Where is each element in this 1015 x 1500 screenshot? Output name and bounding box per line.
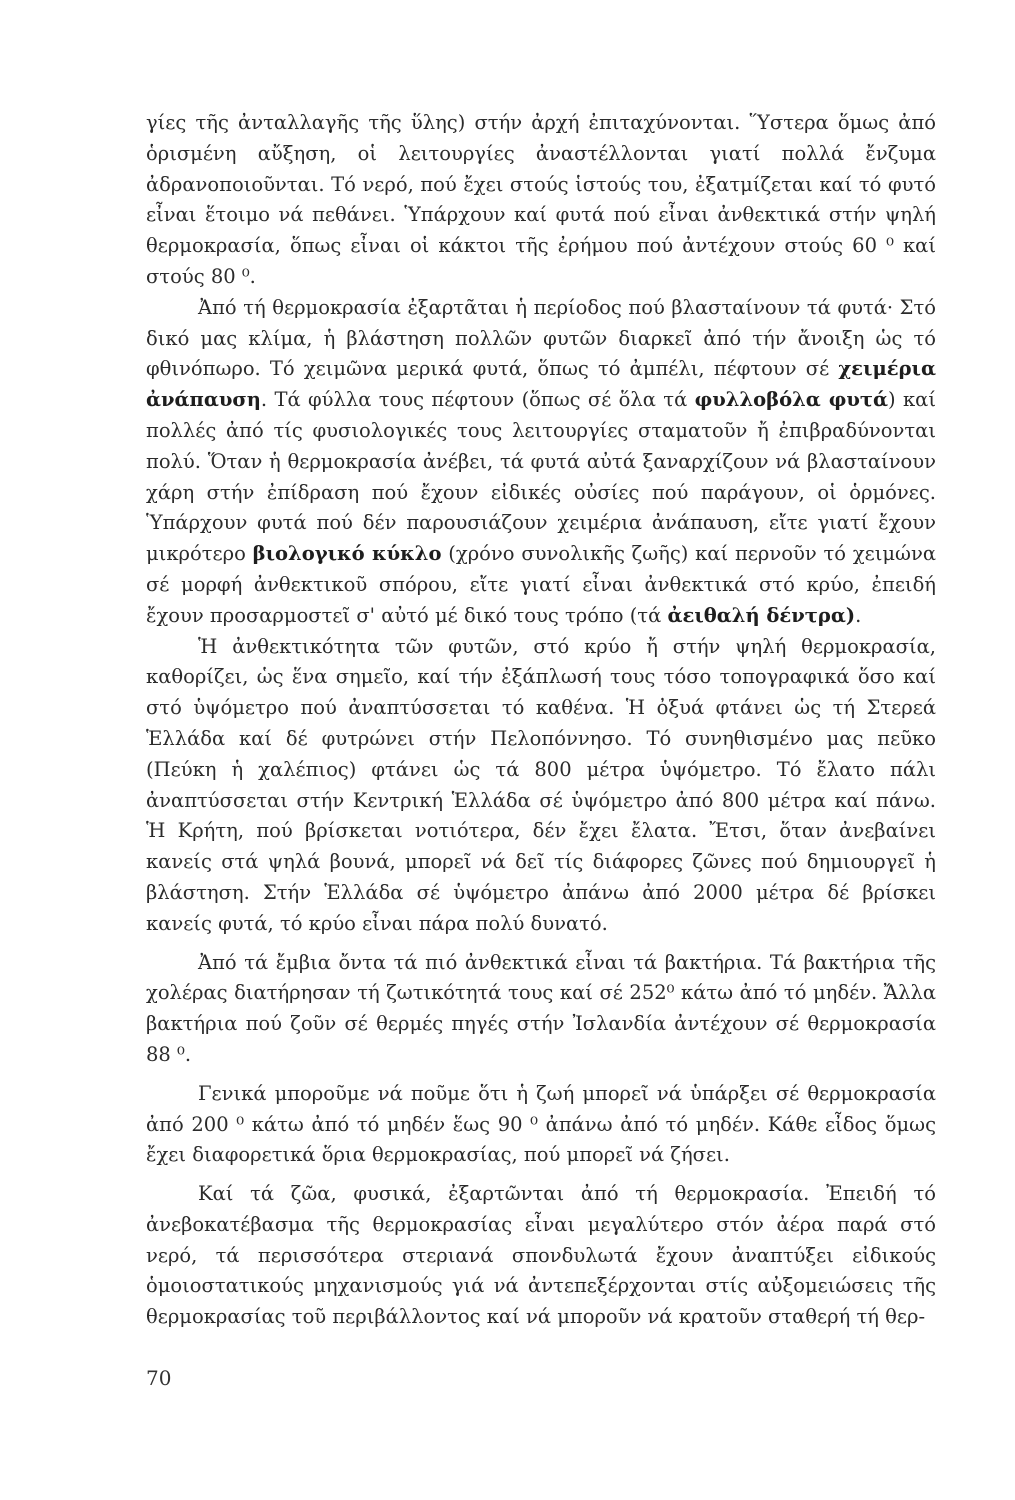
paragraph-plant-distribution xyxy=(146,632,936,940)
term-evergreen-trees: ἀειθαλή δέντρα) xyxy=(667,603,856,627)
term-deciduous-plants: φυλλοβόλα φυτά xyxy=(694,388,889,412)
text-segment: (χρόνο συνολικῆς ζωῆς) καί περνοῦν τό χειμώνα σέ μορφή ἀνθεκτικοῦ σπόρου, εἴτε γιατί εἶναι ἀνθεκτικά στό κρύο, ἐπειδή ἔχουν προσαρμοστεῖ σ' αὐτό μέ δικό τους τρόπο (τά xyxy=(146,542,936,627)
paragraph-life-limits xyxy=(146,1079,936,1171)
text-segment: Ἀπό τή θερμοκρασία ἐξαρτᾶται ἡ περίοδος πού βλασταίνουν τά φυτά· Στό δικό μας κλίμα, ἡ βλάστηση πολλῶν φυτῶν διαρκεῖ ἀπό τήν ἄνοιξη ὡς τό φθινόπωρο. Τό χειμῶνα μερικά φυτά, ὅπως τό ἀμπέλι, πέφτουν σέ xyxy=(146,295,936,381)
text-segment: . xyxy=(855,603,862,627)
text-segment: Γενικά μποροῦμε νά ποῦμε ὅτι ἡ ζωή μπορεῖ νά ὑπάρξει σέ θερμοκρασία ἀπό 200 ⁰ κάτω ἀπό τό μηδέν ἕως 90 ⁰ ἀπάνω ἀπό τό μηδέν. Κάθε εἶδος ὅμως ἔχει διαφορετικά ὅρια θερμοκρασίας, πού μπορεῖ νά ζήσει. xyxy=(146,1081,936,1167)
text-segment: Ἀπό τά ἔμβια ὄντα τά πιό ἀνθεκτικά εἶναι τά βακτήρια. Τά βακτήρια τῆς χολέρας διατήρησαν τή ζωτικότητά τους καί σέ 252⁰ κάτω ἀπό τό μηδέν. Ἄλλα βακτήρια πού ζοῦν σέ θερμές πηγές στήν Ἰσλανδία ἀντέχουν σέ θερμοκρασία 88 ⁰. xyxy=(146,950,936,1066)
text-segment: γίες τῆς ἀνταλλαγῆς τῆς ὕλης) στήν ἀρχή ἐπιταχύνονται. Ὕστερα ὅμως ἀπό ὁρισμένη αὔξηση, οἱ λειτουργίες ἀναστέλλονται γιατί πολλά ἔνζυμα ἀδρανοποιοῦνται. Τό νερό, πού ἔχει στούς ἱστούς του, ἐξατμίζεται καί τό φυτό εἶναι ἕτοιμο νά πεθάνει. Ὑπάρχουν καί φυτά πού εἶναι ἀνθεκτικά στήν ψηλή θερμοκρασία, ὅπως εἶναι οἱ κάκτοι τῆς ἐρήμου πού ἀντέχουν στούς 60 ⁰ καί στούς 80 ⁰. xyxy=(146,111,936,288)
text-segment: Καί τά ζῶα, φυσικά, ἐξαρτῶνται ἀπό τή θερμοκρασία. Ἐπειδή τό ἀνεβοκατέβασμα τῆς θερμοκρασίας εἶναι μεγαλύτερο στόν ἀέρα παρά στό νερό, τά περισσότερα στεριανά σπονδυλωτά ἔχουν ἀναπτύξει εἰδικούς ὁμοιοστατικούς μηχανισμούς γιά νά ἀντεπεξέρχονται στίς αὐξομειώσεις τῆς θερμοκρασίας τοῦ περιβάλλοντος καί νά μποροῦν νά κρατοῦν σταθερή τή θερ- xyxy=(146,1182,936,1329)
term-biological-cycle: βιολογικό κύκλο xyxy=(252,542,442,566)
text-segment: Ἡ ἀνθεκτικότητα τῶν φυτῶν, στό κρύο ἤ στήν ψηλή θερμοκρασία, καθορίζει, ὡς ἕνα σημεῖο, καί τήν ἐξάπλωσή τους τόσο τοπογραφικά ὅσο καί στό ὑψόμετρο πού ἀναπτύσσεται τό καθένα. Ἡ ὀξυά φτάνει ὡς τή Στερεά Ἑλλάδα καί δέ φυτρώνει στήν Πελοπόννησο. Τό συνηθισμένο μας πεῦκο (Πεύκη ἡ χαλέπιος) φτάνει ὡς τά 800 μέτρα ὑψόμετρο. Τό ἔλατο πάλι ἀναπτύσσεται στήν Κεντρική Ἑλλάδα σέ ὑψόμετρο ἀπό 800 μέτρα καί πάνω. Ἡ Κρήτη, πού βρίσκεται νοτιότερα, δέν ἔχει ἔλατα. Ἔτσι, ὅταν ἀνεβαίνει κανείς στά ψηλά βουνά, μπορεῖ νά δεῖ τίς διάφορες ζῶνες πού δημιουργεῖ ἡ βλάστηση. Στήν Ἑλλάδα σέ ὑψόμετρο ἀπάνω ἀπό 2000 μέτρα δέ βρίσκει κανείς φυτά, τό κρύο εἶναι πάρα πολύ δυνατό. xyxy=(146,634,936,935)
term-winter-dormancy: χειμέρια ἀνάπαυση xyxy=(146,357,936,412)
paragraph-growth-period xyxy=(146,293,936,632)
text-segment: ) καί πολλές ἀπό τίς φυσιολογικές τους λειτουργίες σταματοῦν ἤ ἐπιβραδύνονται πολύ. Ὅταν ἡ θερμοκρασία ἀνέβει, τά φυτά αὐτά ξαναρχίζουν νά βλασταίνουν χάρη στήν ἐπίδραση πού ἔχουν εἰδικές οὐσίες πού παράγουν, οἱ ὁρμόνες. Ὑπάρχουν φυτά πού δέν παρουσιάζουν χειμέρια ἀνάπαυση, εἴτε γιατί ἔχουν μικρότερο xyxy=(146,388,936,566)
paragraph-animals xyxy=(146,1179,936,1333)
page-body xyxy=(146,108,936,1333)
paragraph-bacteria xyxy=(146,948,936,1071)
text-segment: . Τά φύλλα τους πέφτουν (ὅπως σέ ὅλα τά xyxy=(260,388,695,412)
paragraph-continuation xyxy=(146,108,936,293)
page-number: 70 xyxy=(146,1366,172,1390)
